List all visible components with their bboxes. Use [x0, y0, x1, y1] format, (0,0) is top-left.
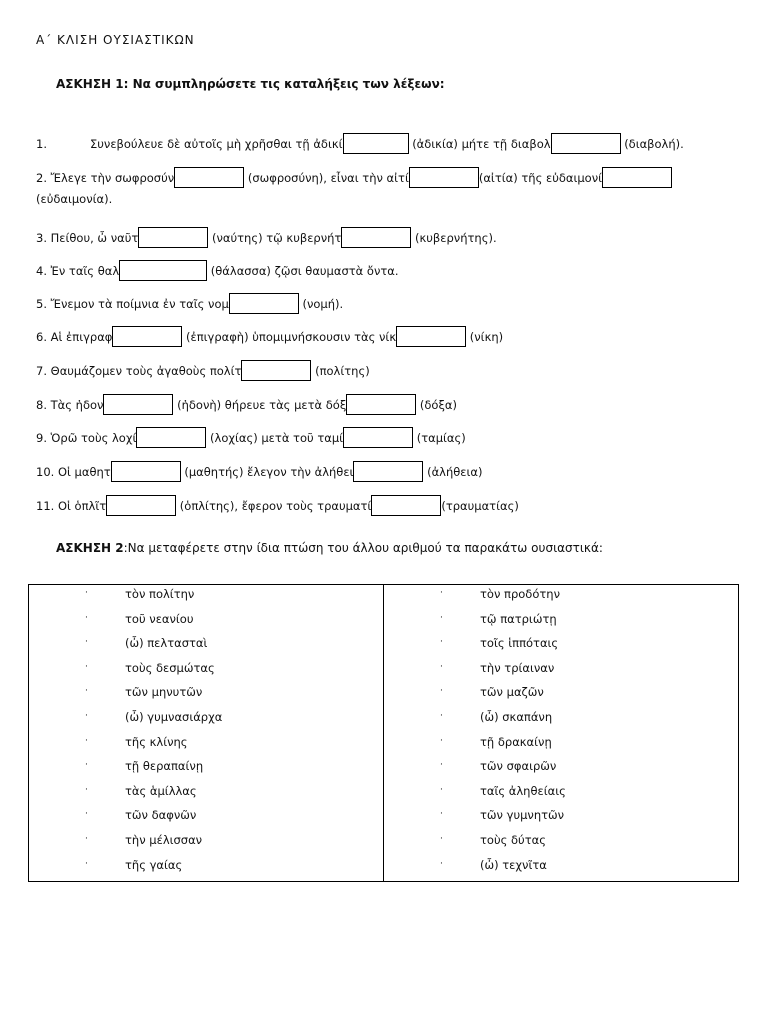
bullet: · — [440, 809, 443, 820]
bullet: · — [85, 834, 88, 844]
line-text: Οἱ μαθητ — [57, 465, 111, 479]
exercise1-line-2 — [36, 167, 672, 188]
line-number: 10. — [36, 465, 55, 479]
exercise1-line-1 — [36, 133, 684, 154]
line-text: (ὁπλίτης), ἔφερον τοὺς τραυματί — [179, 499, 372, 513]
line-text: (αἰτία) τῆς εὐδαιμονί — [478, 171, 603, 185]
exercise1-heading: ΑΣΚΗΣΗ 1: Να συμπληρώσετε τις καταλήξεις των λέξεων: — [56, 77, 445, 91]
answer-box[interactable] — [409, 167, 479, 188]
exercise1-line-9 — [36, 427, 466, 448]
line-text: (σωφροσύνη), εἶναι τὴν αἰτί — [247, 171, 409, 185]
noun-item: τοὺς δύτας — [480, 833, 546, 847]
line-number: 3. — [36, 231, 47, 245]
line-number: 6. — [36, 330, 47, 344]
line-number: 4. — [36, 264, 47, 278]
bullet: · — [85, 661, 88, 672]
noun-item: ταῖς ἀληθείαις — [480, 783, 566, 798]
exercise1-line-7 — [36, 360, 370, 381]
exercise1-line-11 — [36, 495, 519, 516]
line-text: (δόξα) — [419, 398, 457, 412]
exercise1-line-8 — [36, 394, 457, 415]
noun-item: τῶν σφαιρῶν — [480, 759, 557, 774]
answer-box[interactable] — [341, 227, 411, 248]
line-text: (πολίτης) — [315, 364, 370, 378]
line-text: Οἱ ὁπλῖτ — [57, 499, 107, 513]
answer-box[interactable] — [343, 133, 409, 154]
bullet: · — [440, 661, 443, 672]
answer-box[interactable] — [241, 360, 311, 381]
bullet: · — [440, 588, 443, 598]
answer-box[interactable] — [138, 227, 208, 248]
answer-box[interactable] — [551, 133, 621, 154]
line-number: 11. — [36, 499, 55, 513]
answer-box[interactable] — [119, 260, 207, 281]
answer-box[interactable] — [106, 495, 176, 516]
exercise1-line-5 — [36, 293, 343, 314]
noun-item: (ὦ) πελτασταὶ — [125, 636, 208, 651]
line-text: (ἀδικία) μήτε τῇ διαβολ — [412, 137, 551, 151]
exercise1-line-10 — [36, 461, 482, 482]
exercise1-line-2-continuation: (εὐδαιμονία). — [36, 192, 113, 206]
answer-box[interactable] — [229, 293, 299, 314]
line-text: (λοχίας) μετὰ τοῦ ταμί — [210, 431, 344, 445]
line-text: Ἔνεμον τὰ ποίμνια ἐν ταῖς νομ — [50, 297, 229, 311]
line-number: 9. — [36, 431, 47, 445]
noun-item: τὸν προδότην — [480, 587, 561, 601]
noun-item: τῆς κλίνης — [125, 734, 188, 749]
line-text: (ναύτης) τῷ κυβερνήτ — [211, 231, 342, 245]
bullet: · — [85, 612, 88, 623]
bullet: · — [440, 784, 443, 795]
noun-item: τῷ πατριώτῃ — [480, 611, 557, 626]
bullet: · — [440, 735, 443, 746]
answer-box[interactable] — [353, 461, 423, 482]
line-text: Ὁρῶ τοὺς λοχί — [50, 431, 137, 445]
line-text: Τὰς ἡδον — [50, 398, 104, 412]
noun-item: τῶν μαζῶν — [480, 685, 544, 700]
noun-item: τῶν μηνυτῶν — [125, 685, 203, 700]
bullet: · — [85, 809, 88, 820]
noun-item: (ὦ) γυμνασιάρχα — [125, 710, 223, 724]
exercise2-heading — [56, 541, 603, 555]
answer-box[interactable] — [111, 461, 181, 482]
bullet: · — [85, 735, 88, 746]
line-text: Ἐν ταῖς θαλ — [50, 264, 120, 278]
line-text: Ἔλεγε τὴν σωφροσύν — [50, 171, 175, 185]
noun-item: τοὺς δεσμώτας — [125, 660, 215, 675]
line-text: Θαυμάζομεν τοὺς ἀγαθοὺς πολίτ — [50, 364, 242, 378]
noun-item: τῆς γαίας — [125, 857, 183, 872]
line-text: (θάλασσα) ζῷσι θαυμαστὰ ὄντα. — [210, 264, 399, 278]
noun-item: τὸν πολίτην — [125, 587, 195, 601]
line-text: Αἱ ἐπιγραφ — [50, 330, 113, 344]
line-number: 2. — [36, 171, 47, 185]
exercise2-heading-text: :Να μεταφέρετε στην ίδια πτώση του άλλου αριθμού τα παρακάτω ουσιαστικά: — [123, 541, 603, 555]
answer-box[interactable] — [602, 167, 672, 188]
line-text: (διαβολή). — [624, 137, 684, 151]
exercise1-line-6 — [36, 326, 503, 347]
bullet: · — [85, 858, 88, 869]
answer-box[interactable] — [346, 394, 416, 415]
noun-item: (ὦ) τεχνῖτα — [480, 857, 547, 872]
left-column — [29, 585, 384, 882]
bullet: · — [85, 784, 88, 795]
bullet: · — [440, 711, 443, 721]
page-title: Α΄ ΚΛΙΣΗ ΟΥΣΙΑΣΤΙΚΩΝ — [36, 33, 195, 47]
line-text: Συνεβούλευε δὲ αὐτοῖς μὴ χρῆσθαι τῇ ἀδικί — [90, 137, 343, 151]
bullet: · — [440, 834, 443, 844]
right-column — [384, 585, 739, 882]
answer-box[interactable] — [371, 495, 441, 516]
line-text: (τραυματίας) — [441, 499, 519, 513]
bullet: · — [440, 637, 443, 648]
exercise1-line-4 — [36, 260, 399, 281]
answer-box[interactable] — [174, 167, 244, 188]
bullet: · — [440, 760, 443, 771]
line-number: 7. — [36, 364, 47, 378]
line-text: (ταμίας) — [416, 431, 466, 445]
bullet: · — [85, 588, 88, 598]
bullet: · — [85, 760, 88, 771]
noun-item: τὴν τρίαιναν — [480, 660, 555, 675]
line-number: 1. — [36, 137, 47, 151]
bullet: · — [440, 612, 443, 623]
line-number: 8. — [36, 398, 47, 412]
answer-box[interactable] — [112, 326, 182, 347]
exercise1-line-3 — [36, 227, 497, 248]
line-text: (ἡδονὴ) θήρευε τὰς μετὰ δόξ — [177, 398, 347, 412]
bullet: · — [440, 686, 443, 697]
bullet: · — [85, 711, 88, 721]
answer-box[interactable] — [343, 427, 413, 448]
answer-box[interactable] — [136, 427, 206, 448]
line-number: 5. — [36, 297, 47, 311]
noun-item: τοῦ νεανίου — [125, 611, 194, 626]
noun-item: τοῖς ἱππόταις — [480, 636, 559, 651]
noun-item: τὴν μέλισσαν — [125, 833, 203, 847]
bullet: · — [85, 686, 88, 697]
line-text: (μαθητής) ἔλεγον τὴν ἀλήθει — [184, 465, 354, 479]
noun-item: τῶν δαφνῶν — [125, 808, 197, 823]
exercise2-heading-label: ΑΣΚΗΣΗ 2 — [56, 541, 124, 555]
noun-item: τὰς ἁμίλλας — [125, 783, 197, 798]
bullet: · — [85, 637, 88, 648]
noun-item: τῇ δρακαίνῃ — [480, 734, 552, 749]
line-text: (νομή). — [302, 297, 344, 311]
answer-box[interactable] — [396, 326, 466, 347]
bullet: · — [440, 858, 443, 869]
line-text: (κυβερνήτης). — [415, 231, 497, 245]
noun-item: (ὦ) σκαπάνη — [480, 710, 553, 724]
noun-item: τῶν γυμνητῶν — [480, 808, 565, 823]
line-text: Πείθου, ὦ ναῦτ — [50, 231, 139, 245]
line-text: (ἐπιγραφὴ) ὑπομιμνήσκουσιν τὰς νίκ — [186, 330, 397, 344]
answer-box[interactable] — [103, 394, 173, 415]
line-text: (ἀλήθεια) — [427, 465, 483, 479]
line-text: (νίκη) — [469, 330, 504, 344]
nouns-table — [28, 584, 739, 882]
noun-item: τῇ θεραπαίνῃ — [125, 759, 204, 774]
